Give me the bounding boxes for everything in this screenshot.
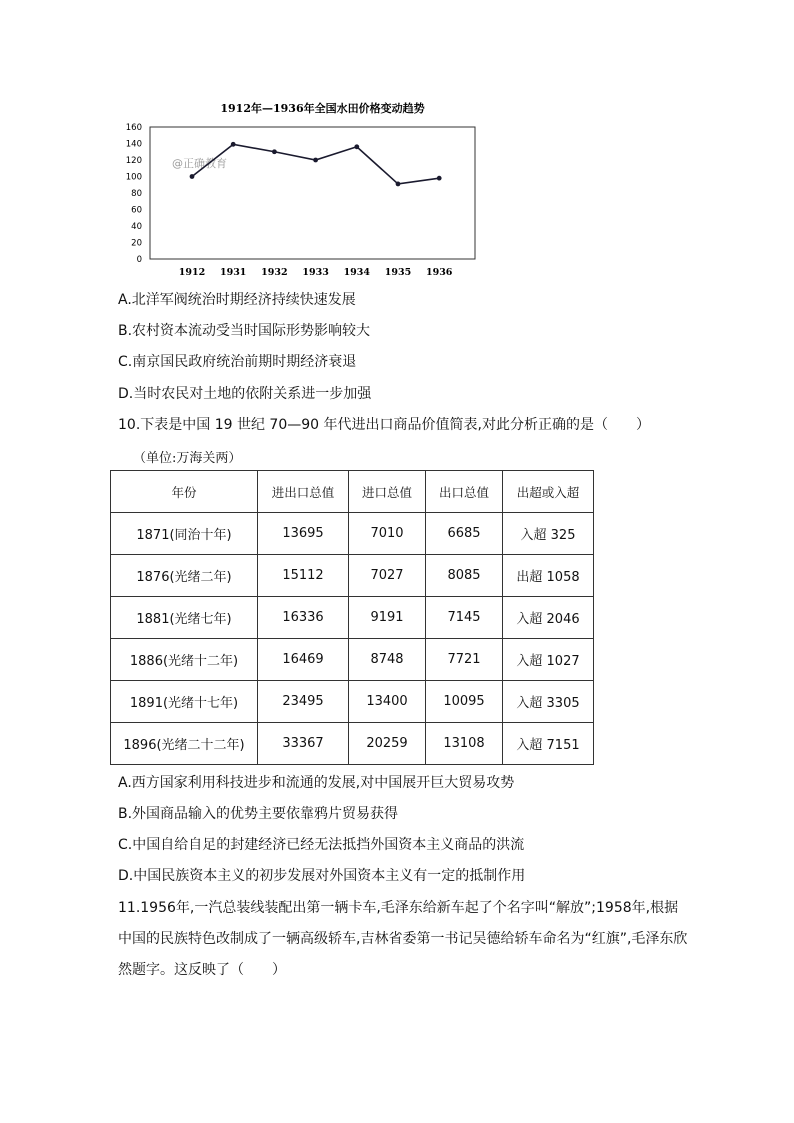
table-cell: 1891(光绪十七年) xyxy=(111,681,258,723)
table-cell: 13108 xyxy=(426,723,503,765)
q9-option-d[interactable]: D.当时农民对土地的依附关系进一步加强 xyxy=(118,386,372,402)
table-cell: 1896(光绪二十二年) xyxy=(111,723,258,765)
price-trend-chart xyxy=(100,95,490,285)
chart-title: 1912年—1936年全国水田价格变动趋势 xyxy=(220,102,425,115)
header-import: 进口总值 xyxy=(349,471,426,513)
x-tick-label: 1936 xyxy=(425,267,453,278)
table-header-row xyxy=(111,471,594,513)
data-point xyxy=(437,176,442,181)
y-tick-label: 160 xyxy=(125,123,142,133)
table-cell: 7721 xyxy=(426,639,503,681)
table-row xyxy=(111,513,594,555)
plot-frame xyxy=(150,127,475,259)
x-tick-label: 1935 xyxy=(384,267,412,278)
header-balance: 出超或入超 xyxy=(503,471,594,513)
q10-option-c[interactable]: C.中国自给自足的封建经济已经无法抵挡外国资本主义商品的洪流 xyxy=(118,837,525,853)
header-total: 进出口总值 xyxy=(258,471,349,513)
table-cell: 入超 2046 xyxy=(503,597,594,639)
y-tick-label: 80 xyxy=(131,189,142,199)
x-tick-label: 1934 xyxy=(343,267,371,278)
table-row xyxy=(111,597,594,639)
line-chart-svg xyxy=(100,95,490,285)
table-cell: 6685 xyxy=(426,513,503,555)
y-tick-label: 40 xyxy=(131,222,142,232)
data-point xyxy=(396,182,401,187)
table-cell: 13400 xyxy=(349,681,426,723)
q10-option-d[interactable]: D.中国民族资本主义的初步发展对外国资本主义有一定的抵制作用 xyxy=(118,868,526,884)
x-tick-label: 1912 xyxy=(178,267,206,278)
watermark-text: @正确教育 xyxy=(172,157,227,170)
table-cell: 1876(光绪二年) xyxy=(111,555,258,597)
table-cell: 9191 xyxy=(349,597,426,639)
table-cell: 1886(光绪十二年) xyxy=(111,639,258,681)
table-cell: 16469 xyxy=(258,639,349,681)
series-line xyxy=(192,144,439,184)
table-cell: 7010 xyxy=(349,513,426,555)
trade-table xyxy=(110,470,594,765)
table-cell: 8085 xyxy=(426,555,503,597)
header-year: 年份 xyxy=(111,471,258,513)
q11-stem: 11.1956年,一汽总装线装配出第一辆卡车,毛泽东给新车起了个名字叫“解放”;1958年,根据中国的民族特色改制成了一辆高级轿车,吉林省委第一书记吴德给轿车命名为“红旗”,毛泽东欣然题字。这反映了（ ） xyxy=(118,900,688,978)
table-cell: 7027 xyxy=(349,555,426,597)
table-cell: 13695 xyxy=(258,513,349,555)
q10-unit-label: （单位:万海关两） xyxy=(133,451,242,466)
y-tick-label: 100 xyxy=(125,172,142,183)
q9-option-b[interactable]: B.农村资本流动受当时国际形势影响较大 xyxy=(118,323,371,339)
q10-option-b[interactable]: B.外国商品输入的优势主要依靠鸦片贸易获得 xyxy=(118,806,399,822)
y-tick-label: 60 xyxy=(131,205,142,216)
table-cell: 入超 325 xyxy=(503,513,594,555)
y-tick-label: 20 xyxy=(131,238,142,249)
table-cell: 33367 xyxy=(258,723,349,765)
y-tick-label: 140 xyxy=(125,139,142,150)
table-row xyxy=(111,723,594,765)
table-cell: 20259 xyxy=(349,723,426,765)
q10-stem: 10.下表是中国 19 世纪 70—90 年代进出口商品价值简表,对此分析正确的是（ ） xyxy=(118,417,650,433)
x-tick-label: 1933 xyxy=(302,267,329,278)
table-cell: 8748 xyxy=(349,639,426,681)
data-point xyxy=(354,144,359,149)
header-export: 出口总值 xyxy=(426,471,503,513)
q9-option-c[interactable]: C.南京国民政府统治前期时期经济衰退 xyxy=(118,354,357,370)
table-row xyxy=(111,639,594,681)
table-cell: 1881(光绪七年) xyxy=(111,597,258,639)
table-cell: 15112 xyxy=(258,555,349,597)
table-cell: 1871(同治十年) xyxy=(111,513,258,555)
table-row xyxy=(111,555,594,597)
table-cell: 23495 xyxy=(258,681,349,723)
table-cell: 10095 xyxy=(426,681,503,723)
table-cell: 入超 7151 xyxy=(503,723,594,765)
data-point xyxy=(272,149,277,154)
q10-option-a[interactable]: A.西方国家利用科技进步和流通的发展,对中国展开巨大贸易攻势 xyxy=(118,775,515,791)
table-cell: 7145 xyxy=(426,597,503,639)
data-point xyxy=(313,158,318,163)
x-tick-label: 1932 xyxy=(261,267,288,278)
data-point xyxy=(190,174,195,179)
table-row xyxy=(111,681,594,723)
table-cell: 入超 1027 xyxy=(503,639,594,681)
q9-option-a[interactable]: A.北洋军阀统治时期经济持续快速发展 xyxy=(118,292,356,308)
data-point xyxy=(231,142,236,147)
y-tick-label: 0 xyxy=(136,255,142,265)
table-cell: 入超 3305 xyxy=(503,681,594,723)
table-cell: 16336 xyxy=(258,597,349,639)
y-tick-label: 120 xyxy=(125,156,142,166)
x-tick-label: 1931 xyxy=(219,267,247,278)
table-cell: 出超 1058 xyxy=(503,555,594,597)
